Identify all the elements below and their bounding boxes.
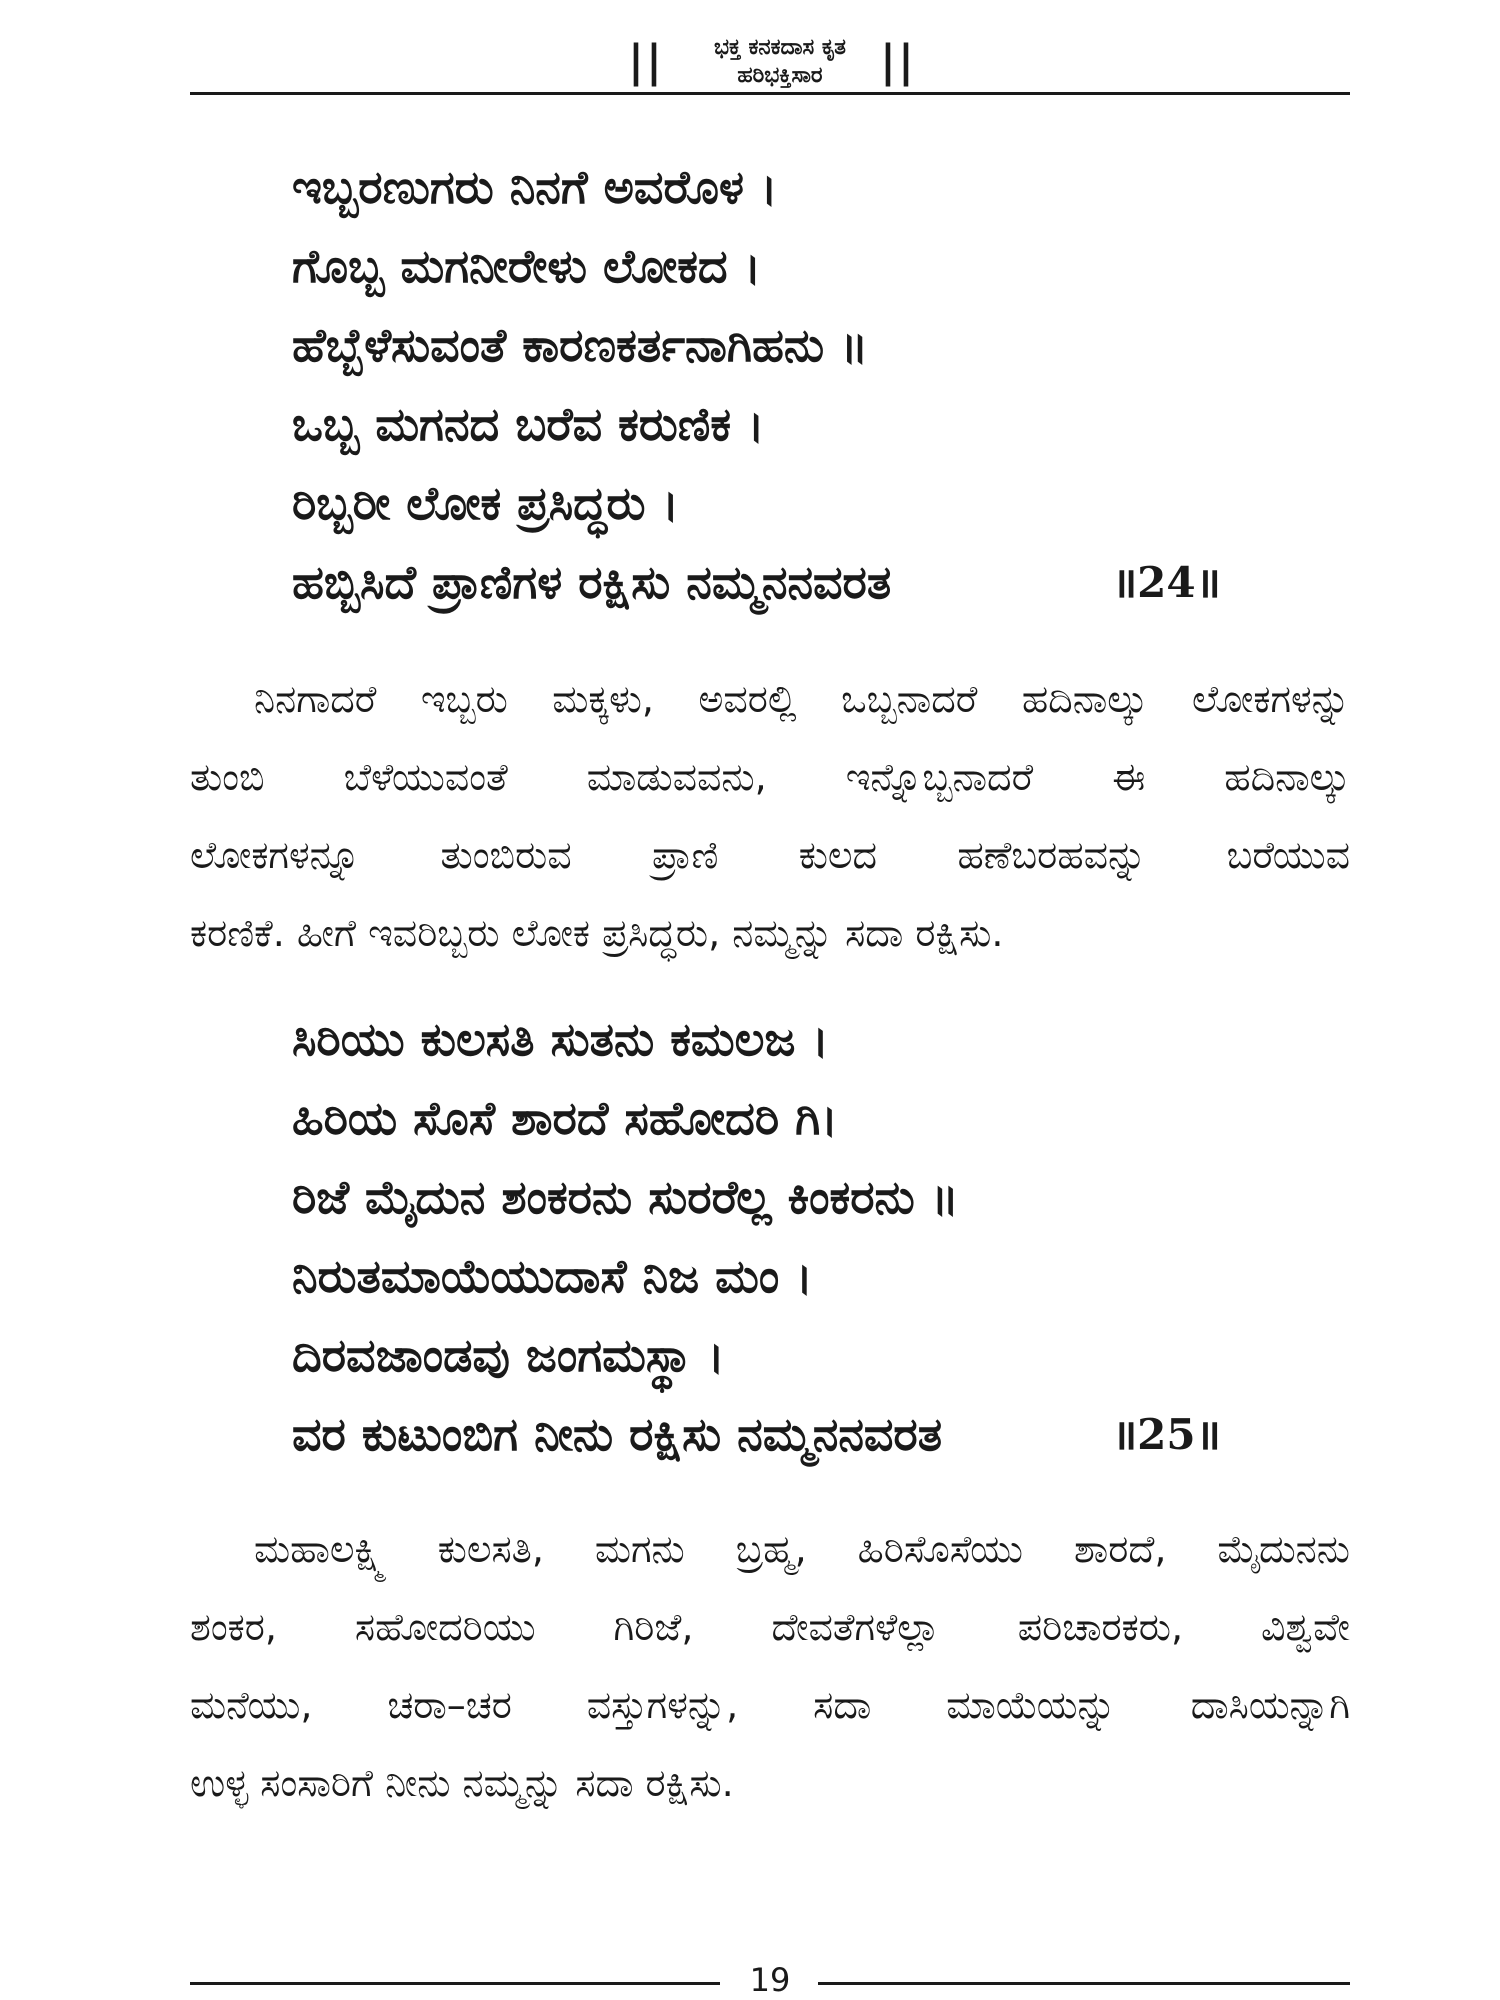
- prose-line: ಮನೆಯು, ಚರಾ–ಚರ ವಸ್ತುಗಳನ್ನು, ಸದಾ ಮಾಯೆಯನ್ನು ದಾಸಿಯನ್ನಾಗಿ: [190, 1683, 1350, 1727]
- verse-number-24: ॥24॥: [1112, 558, 1221, 607]
- prose-line: ಶಂಕರ, ಸಹೋದರಿಯು ಗಿರಿಜೆ, ದೇವತೆಗಳೆಲ್ಲಾ ಪರಿಚಾರಕರು, ವಿಶ್ವವೇ: [190, 1605, 1350, 1649]
- header-title: [690, 34, 870, 90]
- header-title-line1: ಭಕ್ತ ಕನಕದಾಸ ಕೃತ: [714, 35, 846, 60]
- verse-line-last: [292, 1395, 1292, 1474]
- prose-line: ಉಳ್ಳ ಸಂಸಾರಿಗೆ ನೀನು ನಮ್ಮನ್ನು ಸದಾ ರಕ್ಷಿಸು.: [190, 1761, 734, 1805]
- verse-line: ನಿರುತಮಾಯೆಯುದಾಸೆ ನಿಜ ಮಂ ।: [292, 1249, 813, 1303]
- verse-line: ಹೆಬ್ಬೆಳೆಸುವಂತೆ ಕಾರಣಕರ್ತನಾಗಿಹನು ॥: [292, 318, 869, 372]
- header-double-bar-right: ||: [880, 36, 917, 87]
- verse-number-25: ॥25॥: [1112, 1410, 1221, 1459]
- verse-line-last: [292, 543, 1292, 622]
- header-title-line2: ಹರಿಭಕ್ತಿಸಾರ: [737, 63, 823, 88]
- verse-line: ಒಬ್ಬ ಮಗನದ ಬರೆವ ಕರುಣಿಕ ।: [292, 397, 765, 451]
- page-number: 19: [749, 1961, 791, 1999]
- prose-24: [190, 660, 1350, 972]
- prose-line: ನಿನಗಾದರೆ ಇಬ್ಬರು ಮಕ್ಕಳು, ಅವರಲ್ಲಿ ಒಬ್ಬನಾದರೆ ಹದಿನಾಲ್ಕು ಲೋಕಗಳನ್ನು: [254, 677, 1350, 721]
- verse-line: ರಿಜೆ ಮೈದುನ ಶಂಕರನು ಸುರರೆಲ್ಲ ಕಿಂಕರನು ॥: [292, 1170, 959, 1224]
- footer-rule-right: [818, 1982, 1350, 1985]
- verse-line: ಹಿರಿಯ ಸೊಸೆ ಶಾರದೆ ಸಹೋದರಿ ಗಿ।: [292, 1091, 838, 1145]
- verse-line: ಗೊಬ್ಬ ಮಗನೀರೇಳು ಲೋಕದ ।: [292, 239, 762, 293]
- verse-line: ರಿಬ್ಬರೀ ಲೋಕ ಪ್ರಸಿದ್ಧರು ।: [292, 476, 680, 530]
- prose-line: ಮಹಾಲಕ್ಷ್ಮಿ ಕುಲಸತಿ, ಮಗನು ಬ್ರಹ್ಮ, ಹಿರಿಸೊಸೆಯು ಶಾರದೆ, ಮೈದುನನು: [254, 1527, 1350, 1571]
- footer-rule-left: [190, 1982, 720, 1985]
- verse-line: ದಿರವಜಾಂಡವು ಜಂಗಮಸ್ಥಾ ।: [292, 1328, 725, 1382]
- prose-line: ಲೋಕಗಳನ್ನೂ ತುಂಬಿರುವ ಪ್ರಾಣಿ ಕುಲದ ಹಣೆಬರಹವನ್ನು ಬರೆಯುವ: [190, 833, 1350, 877]
- page-footer: [190, 1960, 1350, 2000]
- page-header: [190, 28, 1350, 98]
- header-double-bar-left: ||: [628, 36, 665, 87]
- verse-24: [292, 148, 1292, 622]
- verse-line-text: ವರ ಕುಟುಂಬಿಗ ನೀನು ರಕ್ಷಿಸು ನಮ್ಮನನವರತ: [292, 1407, 943, 1461]
- verse-25: [292, 1000, 1292, 1474]
- prose-line: ತುಂಬಿ ಬೆಳೆಯುವಂತೆ ಮಾಡುವವನು, ಇನ್ನೊಬ್ಬನಾದರೆ ಈ ಹದಿನಾಲ್ಕು: [190, 755, 1350, 799]
- header-rule: [190, 92, 1350, 95]
- verse-line-text: ಹಬ್ಬಿಸಿದೆ ಪ್ರಾಣಿಗಳ ರಕ್ಷಿಸು ನಮ್ಮನನವರತ: [292, 555, 892, 609]
- verse-line: ಸಿರಿಯು ಕುಲಸತಿ ಸುತನು ಕಮಲಜ ।: [292, 1012, 829, 1066]
- prose-25: [190, 1510, 1350, 1822]
- verse-line: ಇಬ್ಬರಣುಗರು ನಿನಗೆ ಅವರೊಳ ।: [292, 160, 778, 214]
- prose-line: ಕರಣಿಕೆ. ಹೀಗೆ ಇವರಿಬ್ಬರು ಲೋಕ ಪ್ರಸಿದ್ಧರು, ನಮ್ಮನ್ನು ಸದಾ ರಕ್ಷಿಸು.: [190, 911, 1004, 955]
